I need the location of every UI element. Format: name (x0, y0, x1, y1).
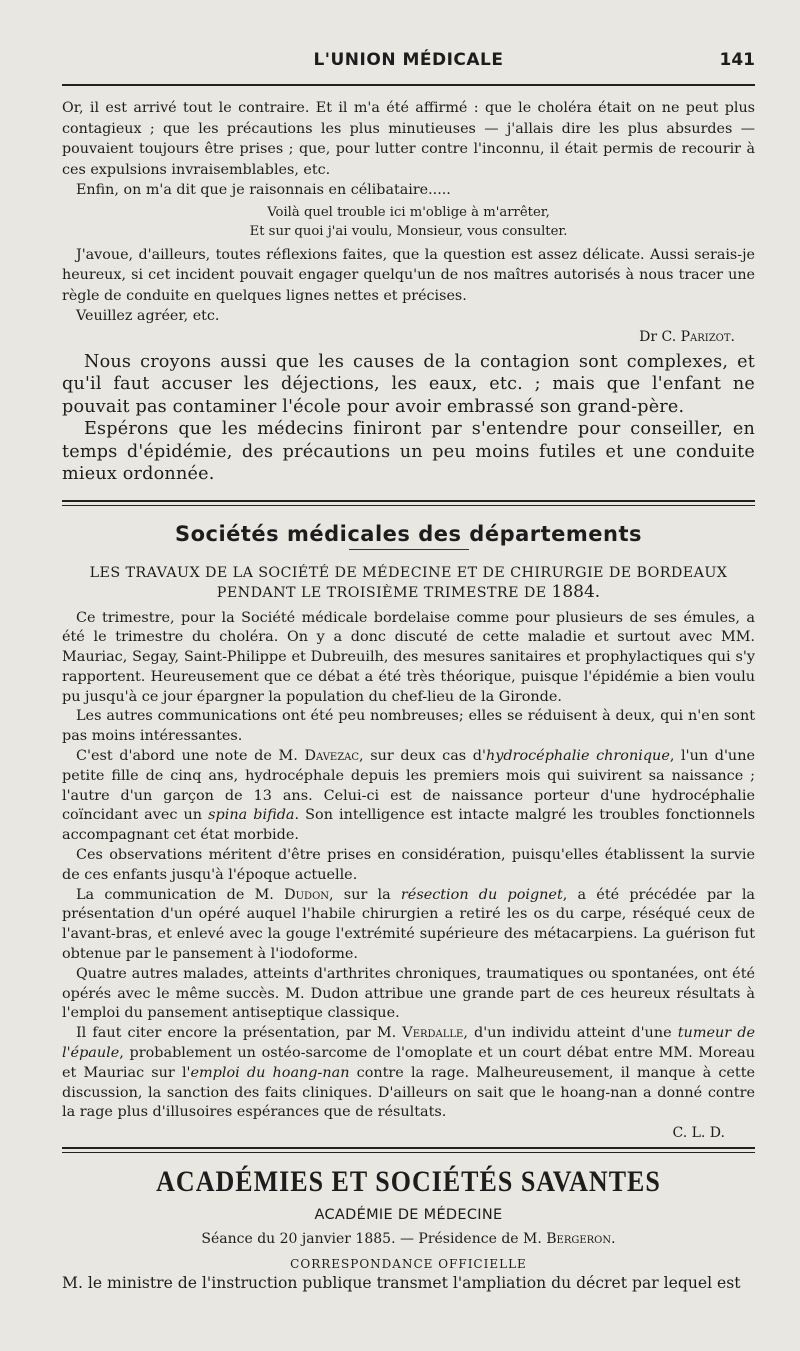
article-paragraph: La communication de M. Dudon, sur la résection du poignet, a été précédée par la présentation d'un opéré auquel l'habile chirurgien a retiré les os du carpe, réséqué ceux de l'avant-bras, et enlevé avec la gouge l'extrémité supérieure des métacarpiens. La guérison fut obtenue par le pansement à l'iodoforme. (62, 886, 756, 963)
article-paragraph: Ce trimestre, pour la Société médicale bordelaise comme pour plusieurs de ses émules, a été le trimestre du choléra. On y a donc discuté de cette maladie et surtout avec MM. Mauriac, Segay, Saint-Philippe et Dubreuilh, des mesures sanitaires et prophylactiques qui s'y rapportent. Heureusement que ce débat a été très théorique, puisque l'épidémie a bien voulu pu jusqu'à ce jour épargner la population du chef-lieu de la Gironde. (62, 609, 755, 705)
verse-line: Voilà quel trouble ici m'oblige à m'arrêter, (267, 204, 550, 220)
letter-paragraph: Veuillez agréer, etc. (76, 308, 220, 324)
article-paragraph: C'est d'abord une note de M. Davezac, sur deux cas d'hydrocéphalie chronique, l'un d'une petite fille de cinq ans, hydrocéphale depuis les premiers mois qui suivirent sa naissance ; l'autre d'un garçon de 13 ans. Celui-ci est de naissance porteur d'une hydrocéphalie coïncidant avec un spina bifida. Son intelligence est intacte malgré les troubles fonctionnels accompagnant cet état morbide. (62, 748, 755, 844)
section-subtitle: ACADÉMIE DE MÉDECINE (314, 1207, 503, 1224)
letter-paragraph: Enfin, on m'a dit que je raisonnais en célibataire..... (76, 182, 451, 198)
seance-line: Séance du 20 janvier 1885. — Présidence de M. Bergeron. (201, 1231, 616, 1248)
author-name: Verdalle (402, 1025, 464, 1042)
president-name: Bergeron. (546, 1231, 616, 1248)
article-paragraph: Ces observations méritent d'être prises en considération, puisqu'elles établissent la survie de ces enfants jusqu'à l'époque actuelle. (62, 847, 755, 883)
author-name: Dudon (284, 886, 330, 903)
verse-line: Et sur quoi j'ai voulu, Monsieur, vous consulter. (249, 223, 568, 239)
article-paragraph: Quatre autres malades, atteints d'arthrites chroniques, traumatiques ou spontanées, ont été opérés avec le même succès. M. Dudon attribue une grande part de ces heureux résultats à l'emploi du pansement antiseptique classique. (62, 965, 755, 1022)
header-rule (62, 84, 755, 86)
page-number: 141 (719, 50, 755, 70)
author-name: Davezac (304, 748, 360, 765)
article-body (62, 609, 755, 1142)
letter-paragraph: J'avoue, d'ailleurs, toutes réflexions faites, que la question est assez délicate. Aussi serais-je heureux, si cet incident pouvait engager quelqu'un de nos maîtres autorisés à nous tracer une règle de conduite en quelques lignes nettes et précises. (62, 246, 755, 304)
journal-page (62, 0, 755, 1293)
article-title-line: PENDANT LE TROISIÈME TRIMESTRE DE (216, 584, 552, 601)
letter-block (62, 98, 755, 345)
article-paragraph: Il faut citer encore la présentation, par M. Verdalle, d'un individu atteint d'une tumeur de l'épaule, probablement un ostéo-sarcome de l'omoplate et un court débat entre MM. Moreau et Mauriac sur l'emploi du hoang-nan contre la rage. Malheureusement, il manque à cette discussion, la sanction des faits cliniques. D'ailleurs on sait que le hoang-nan a donné contre la rage plus d'illusoires espérances que de résultats. (62, 1025, 755, 1121)
signature-name: Parizot. (680, 328, 735, 345)
letter-signature (62, 329, 735, 345)
article-year: 1884. (551, 581, 601, 602)
letter-paragraph: Or, il est arrivé tout le contraire. Et il m'a été affirmé : que le choléra était on ne peut plus contagieux ; que les précautions les plus minutieuses — j'allais dire les plus absurdes — pouvaient toujours être prises ; que, pour lutter contre l'inconnu, il était permis de recourir à ces expulsions invraisemblables, etc. (62, 100, 755, 178)
comment-paragraph: Espérons que les médecins finiront par s'entendre pour conseiller, en temps d'épidémie, des précautions un peu moins futiles et une conduite mieux ordonnée. (62, 419, 755, 484)
correspondance-heading: CORRESPONDANCE OFFICIELLE (290, 1257, 527, 1272)
comment-paragraph: Nous croyons aussi que les causes de la contagion sont complexes, et qu'il faut accuser les déjections, les eaux, etc. ; mais que l'enfant ne pouvait pas contaminer l'école pour avoir embrassé son grand-père. (62, 351, 755, 417)
editorial-comment (62, 351, 755, 486)
signature-prefix: Dr C. (639, 328, 681, 345)
running-header (62, 0, 755, 92)
section-divider (62, 500, 755, 506)
article-title (62, 564, 755, 603)
article-title-line: LES TRAVAUX DE LA SOCIÉTÉ DE MÉDECINE ET DE CHIRURGIE DE BORDEAUX (89, 564, 728, 581)
section-divider (62, 1147, 755, 1153)
article-signature: C. L. D. (672, 1125, 725, 1142)
section-title: ACADÉMIES ET SOCIÉTÉS SAVANTES (156, 1164, 661, 1199)
article-paragraph: Les autres communications ont été peu nombreuses; elles se réduisent à deux, qui n'en sont pas moins intéressantes. (62, 708, 755, 745)
verse-quote (62, 203, 755, 241)
journal-title: L'UNION MÉDICALE (313, 50, 504, 70)
article-paragraph: M. le ministre de l'instruction publique transmet l'ampliation du décret par lequel est (62, 1274, 741, 1293)
section-title: Sociétés médicales des départements (174, 521, 643, 546)
title-underline (349, 549, 469, 550)
